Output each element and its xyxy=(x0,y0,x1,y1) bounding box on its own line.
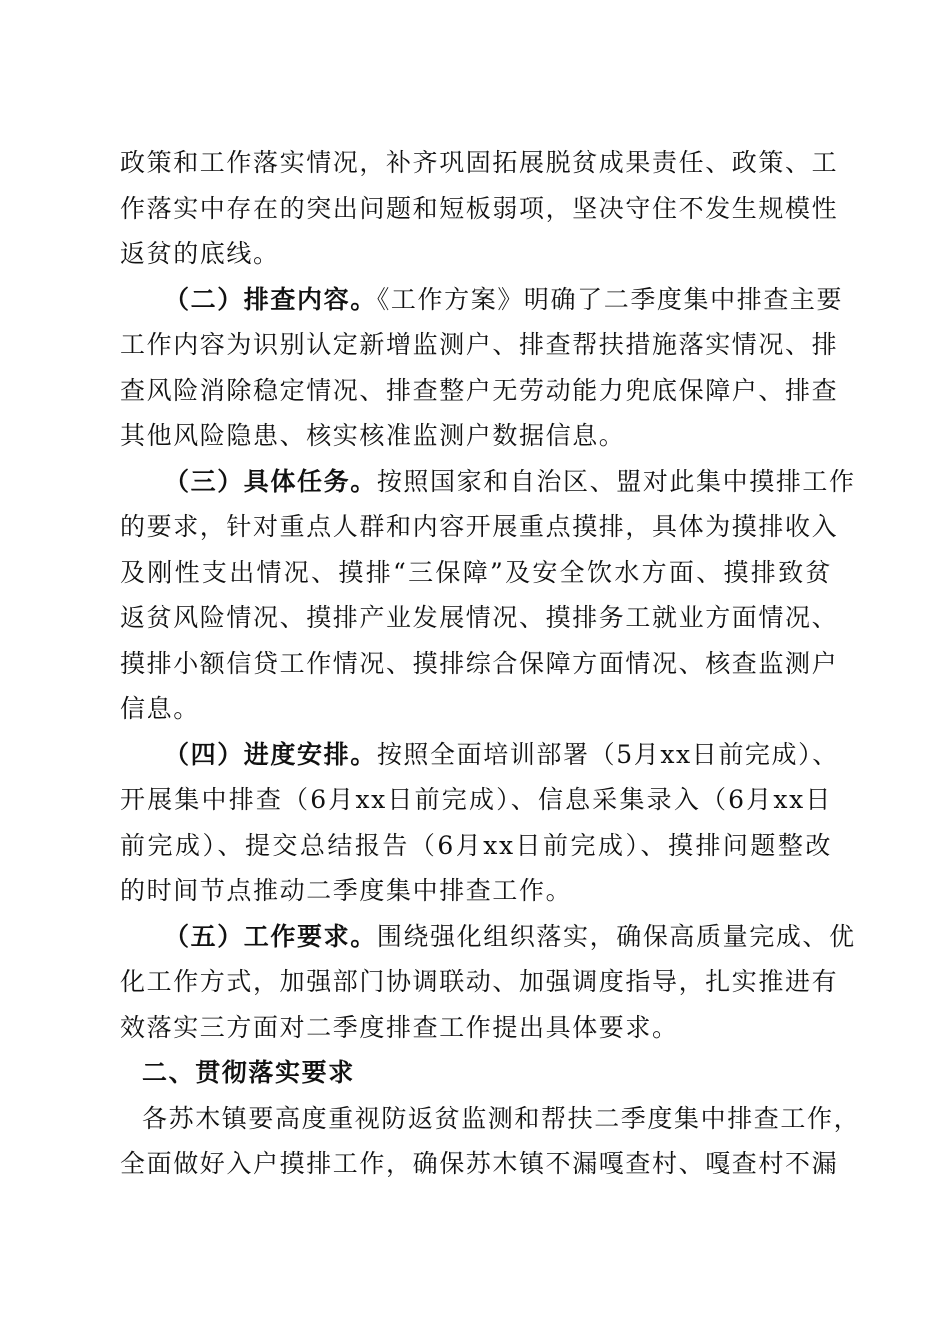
text-line-first xyxy=(120,732,839,778)
text-line: 前完成）、提交总结报告（6月xx日前完成）、摸排问题整改 xyxy=(120,830,832,860)
section-heading: 二、贯彻落实要求 xyxy=(142,1058,355,1087)
paragraph-specific-tasks xyxy=(120,459,856,732)
text-line: 及刚性支出情况、摸排“三保障”及安全饮水方面、摸排致贫 xyxy=(120,557,832,587)
text-line-first xyxy=(120,914,856,960)
text-line: 的要求，针对重点人群和内容开展重点摸排，具体为摸排收入 xyxy=(120,512,839,541)
document-page xyxy=(120,140,861,1187)
text-line: 的时间节点推动二季度集中排查工作。 xyxy=(120,876,573,905)
paragraph-lead: （四）进度安排。 xyxy=(164,739,377,769)
paragraph-lead: （五）工作要求。 xyxy=(164,921,377,951)
paragraph-schedule xyxy=(120,732,839,914)
text-line-first xyxy=(120,459,856,505)
text-line: 《工作方案》明确了二季度集中排查主要 xyxy=(376,284,844,314)
text-line: 按照国家和自治区、盟对此集中摸排工作 xyxy=(376,466,856,496)
text-line: 工作内容为识别认定新增监测户、排查帮扶措施落实情况、排 xyxy=(120,330,839,359)
text-line-first xyxy=(120,277,844,323)
text-line: 返贫风险情况、摸排产业发展情况、摸排务工就业方面情况、 xyxy=(120,603,839,632)
text-line: 各苏木镇要高度重视防返贫监测和帮扶二季度集中排查工作， xyxy=(142,1103,861,1133)
paragraph-work-requirements xyxy=(120,914,856,1051)
text-line: 开展集中排查（6月xx日前完成）、信息采集录入（6月xx日 xyxy=(120,785,832,814)
text-line: 化工作方式，加强部门协调联动、加强调度指导，扎实推进有 xyxy=(120,967,839,996)
text-line: 作落实中存在的突出问题和短板弱项，坚决守住不发生规模性 xyxy=(120,193,839,223)
paragraph-lead: （三）具体任务。 xyxy=(164,466,377,496)
text-line: 其他风险隐患、核实核准监测户数据信息。 xyxy=(120,421,626,450)
text-line: 政策和工作落实情况，补齐巩固拓展脱贫成果责任、政策、工 xyxy=(120,148,839,177)
text-line: 摸排小额信贷工作情况、摸排综合保障方面情况、核查监测户 xyxy=(120,648,839,678)
paragraph-implementation xyxy=(120,1096,861,1187)
text-line: 效落实三方面对二季度排查工作提出具体要求。 xyxy=(120,1012,679,1042)
paragraph-continuation xyxy=(120,140,839,277)
text-line: 查风险消除稳定情况、排查整户无劳动能力兜底保障户、排查 xyxy=(120,375,839,405)
paragraph-lead: （二）排查内容。 xyxy=(164,284,377,314)
text-line: 按照全面培训部署（5月xx日前完成）、 xyxy=(376,739,839,769)
text-line: 信息。 xyxy=(120,694,200,723)
text-line: 返贫的底线。 xyxy=(120,239,280,268)
text-line: 全面做好入户摸排工作，确保苏木镇不漏嘎查村、嘎查村不漏 xyxy=(120,1149,839,1178)
paragraph-inspection-content xyxy=(120,277,844,459)
text-line: 围绕强化组织落实，确保高质量完成、优 xyxy=(376,921,856,951)
